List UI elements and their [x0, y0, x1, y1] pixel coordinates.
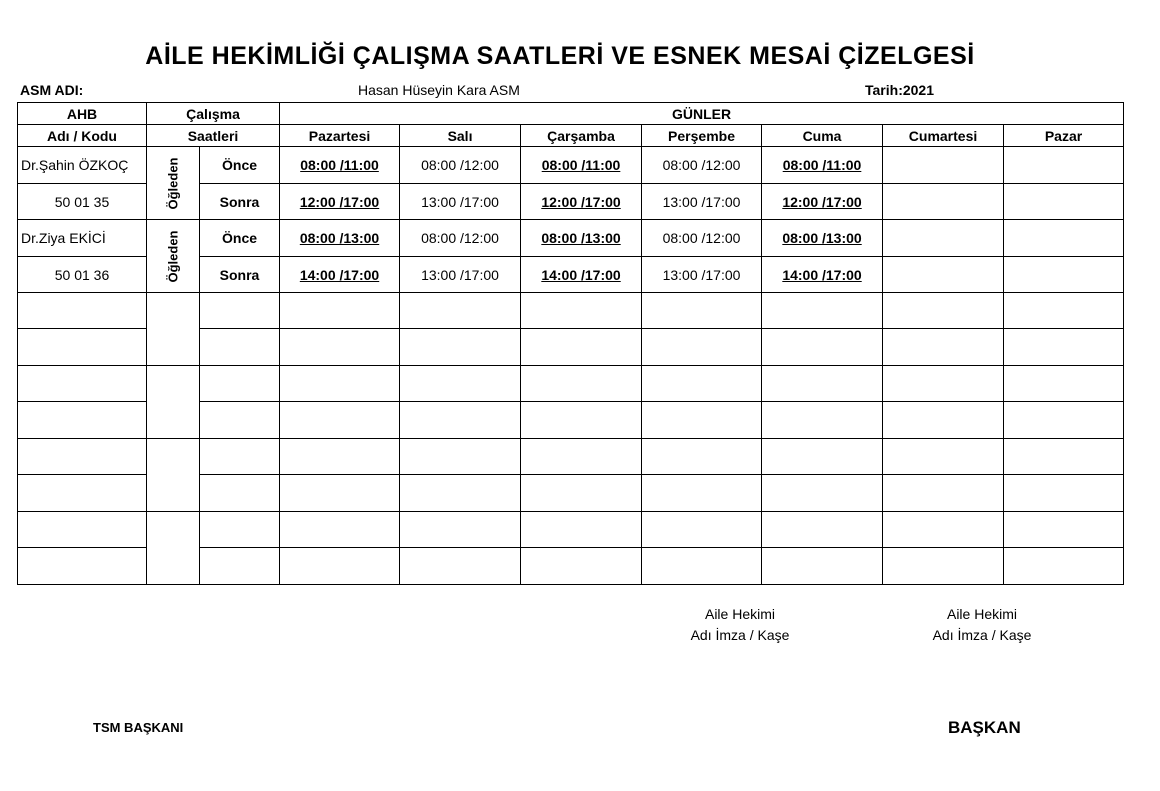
- header-hours-sub: Saatleri: [147, 125, 280, 147]
- time-cell: 13:00 /17:00: [400, 184, 521, 220]
- signature-right-title: Aile Hekimi: [946, 606, 1017, 622]
- time-cell: 14:00 /17:00: [299, 266, 380, 283]
- header-day: Pazar: [1004, 125, 1124, 147]
- period-label: Öğleden: [165, 230, 181, 283]
- row-label: Sonra: [200, 184, 280, 220]
- signature-left-title: Aile Hekimi: [704, 606, 775, 622]
- time-cell: 14:00 /17:00: [541, 266, 621, 283]
- time-cell: [883, 220, 1004, 257]
- header-day: Perşembe: [642, 125, 762, 147]
- time-cell: 08:00 /12:00: [400, 220, 521, 257]
- header-days-group: GÜNLER: [280, 103, 1124, 125]
- empty-row: [18, 366, 1124, 402]
- time-cell: [1004, 257, 1124, 293]
- period-cell: [147, 220, 200, 293]
- schedule-table: [17, 102, 1124, 585]
- time-cell: 12:00 /17:00: [299, 193, 380, 210]
- doctor-code: 50 01 35: [18, 184, 147, 220]
- time-cell: [1004, 220, 1124, 257]
- empty-row: [18, 439, 1124, 475]
- time-cell: 12:00 /17:00: [782, 193, 862, 210]
- time-cell: 08:00 /12:00: [400, 147, 521, 184]
- asm-label: ASM ADI:: [20, 82, 84, 98]
- page-title: AİLE HEKİMLİĞİ ÇALIŞMA SAATLERİ VE ESNEK MESAİ ÇİZELGESİ: [145, 42, 975, 70]
- time-cell: 08:00 /13:00: [299, 230, 380, 246]
- time-cell: 08:00 /11:00: [300, 157, 379, 173]
- header-ahb-sub: Adı / Kodu: [18, 125, 147, 147]
- time-cell: 08:00 /11:00: [782, 157, 862, 173]
- time-cell: 13:00 /17:00: [400, 257, 521, 293]
- date-label: Tarih:2021: [865, 82, 934, 98]
- time-cell: 13:00 /17:00: [642, 184, 762, 220]
- row-label: Önce: [200, 147, 280, 184]
- asm-name: Hasan Hüseyin Kara ASM: [358, 82, 520, 98]
- time-cell: 08:00 /12:00: [642, 147, 762, 184]
- time-cell: [883, 257, 1004, 293]
- time-cell: 08:00 /13:00: [782, 230, 862, 246]
- table-row: [18, 220, 1124, 257]
- doctor-name: Dr.Şahin ÖZKOÇ: [18, 147, 147, 184]
- time-cell: [883, 147, 1004, 184]
- baskan-label: BAŞKAN: [948, 718, 1021, 737]
- time-cell: 12:00 /17:00: [541, 193, 621, 210]
- signature-right: [922, 604, 1042, 646]
- period-cell: [147, 147, 200, 220]
- time-cell: [1004, 147, 1124, 184]
- time-cell: 08:00 /13:00: [541, 230, 621, 246]
- signature-left-caption: Adı İmza / Kaşe: [690, 627, 790, 643]
- table-row: [18, 147, 1124, 184]
- signature-left: [680, 604, 800, 646]
- signature-right-caption: Adı İmza / Kaşe: [932, 627, 1032, 643]
- header-day: Cumartesi: [883, 125, 1004, 147]
- header-day: Salı: [400, 125, 521, 147]
- time-cell: [883, 184, 1004, 220]
- time-cell: 13:00 /17:00: [642, 257, 762, 293]
- header-day: Çarşamba: [521, 125, 642, 147]
- empty-row: [18, 512, 1124, 548]
- header-day: Pazartesi: [280, 125, 400, 147]
- header-ahb: AHB: [18, 103, 147, 125]
- time-cell: 08:00 /12:00: [642, 220, 762, 257]
- period-label: Öğleden: [165, 157, 181, 210]
- doctor-code: 50 01 36: [18, 257, 147, 293]
- doctor-name: Dr.Ziya EKİCİ: [18, 220, 147, 257]
- time-cell: 08:00 /11:00: [541, 157, 621, 173]
- time-cell: [1004, 184, 1124, 220]
- header-hours: Çalışma: [147, 103, 280, 125]
- time-cell: 14:00 /17:00: [782, 266, 862, 283]
- tsm-baskani-label: TSM BAŞKANI: [93, 720, 184, 735]
- header-day: Cuma: [762, 125, 883, 147]
- row-label: Sonra: [200, 257, 280, 293]
- row-label: Önce: [200, 220, 280, 257]
- empty-row: [18, 293, 1124, 329]
